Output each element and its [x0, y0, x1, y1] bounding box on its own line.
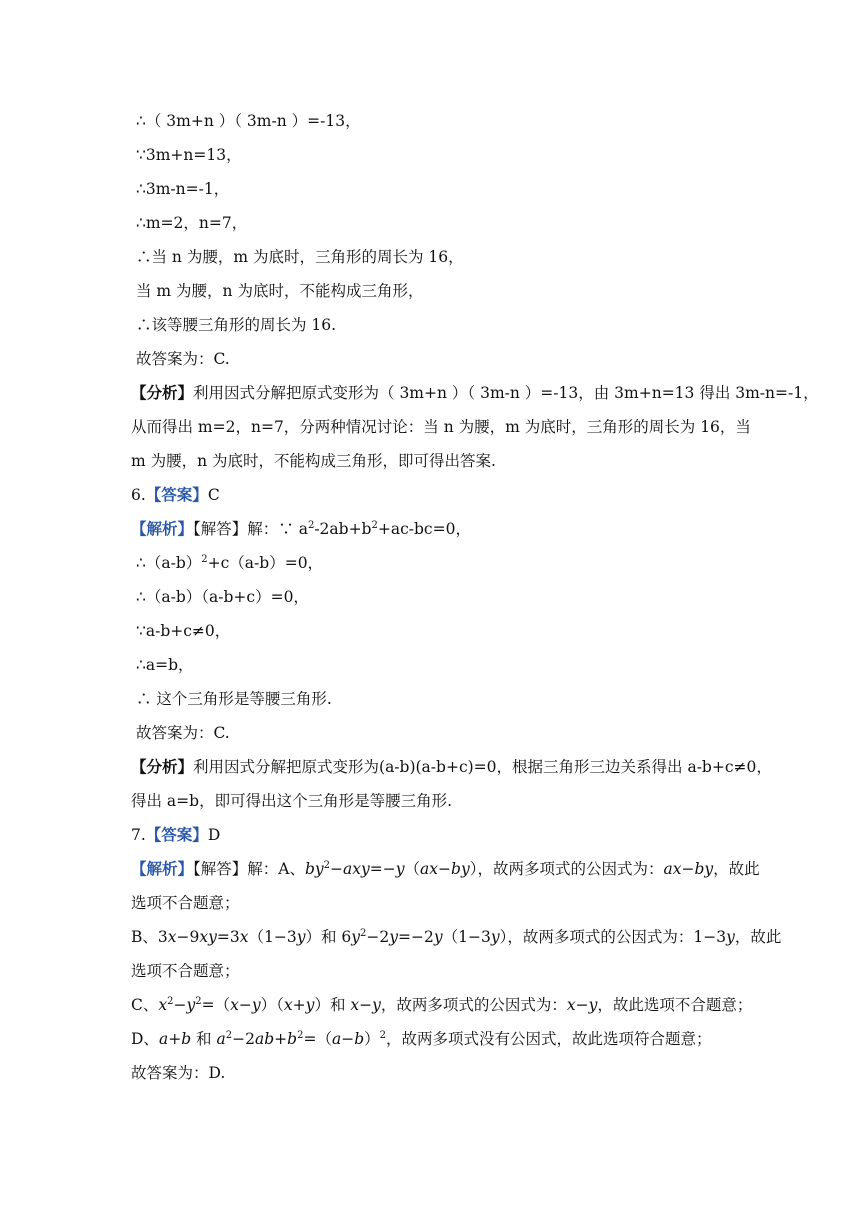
- solution-line: 选项不合题意；: [131, 962, 240, 980]
- solution-line: ∴ 这个三角形是等腰三角形.: [136, 690, 332, 708]
- solution-line: ∴m=2，n=7，: [136, 214, 248, 232]
- option-d-line: D、a+b 和 $a^2-2ab+b^2=(a-b)^2$，故两多项式没有公因式，故此选项符合题意；: [131, 1030, 712, 1048]
- solution-line: ∴该等腰三角形的周长为 16.: [136, 316, 337, 334]
- solution-line: 当 m 为腰，n 为底时，不能构成三角形，: [136, 282, 424, 300]
- option-c-line: C、$x^2-y^2=(x-y)(x+y)$和 x−y，故两多项式的公因式为：x−y，故此选项不合题意；: [131, 996, 753, 1014]
- solution-line: 选项不合题意；: [131, 894, 240, 912]
- solution-line: ∴a=b，: [136, 656, 194, 674]
- analysis-paragraph-q6: 【分析】利用因式分解把原式变形为(a-b)(a-b+c)=0，根据三角形三边关系得出 a-b+c≠0，: [131, 757, 772, 776]
- answer-line: 故答案为：D.: [131, 1064, 226, 1082]
- answer-line: 故答案为：C.: [136, 350, 230, 368]
- analysis-line: m 为腰，n 为底时，不能构成三角形，即可得出答案.: [131, 452, 496, 470]
- solution-line: ∴当 n 为腰，m 为底时，三角形的周长为 16，: [136, 248, 464, 266]
- question-6-answer-heading: 6.【答案】C: [131, 485, 220, 504]
- analysis-line: 得出 a=b，即可得出这个三角形是等腰三角形.: [131, 792, 453, 810]
- solution-line: ∵a-b+c≠0，: [136, 622, 231, 640]
- analysis-line: 从而得出 m=2，n=7，分两种情况讨论：当 n 为腰，m 为底时，三角形的周长为 16，当: [131, 418, 751, 436]
- analysis-paragraph-q5: 【分析】利用因式分解把原式变形为（ 3m+n ）（ 3m-n ）=-13，由 3m+n=13 得出 3m-n=-1，: [131, 383, 819, 402]
- question-7-answer-heading: 7.【答案】D: [131, 825, 221, 844]
- solution-line: ∴（a-b）（a-b+c）=0，: [136, 588, 309, 606]
- question-7-solution-heading: 【解析】【解答】解：A、$by^2-axy=-y(ax-by)$，故两多项式的公因式为：ax−by，故此: [131, 859, 760, 878]
- answer-line: 故答案为：C.: [136, 724, 230, 742]
- solution-line: ∵3m+n=13，: [136, 146, 242, 164]
- solution-line: ∴3m-n=-1，: [136, 180, 230, 198]
- question-6-solution-heading: 【解析】【解答】解：∵ $a^2-2ab+b^2+ac-bc=0$，: [131, 519, 471, 538]
- solution-line: $\therefore(a-b)^2+c(a-b)=0$，: [136, 554, 324, 572]
- solution-line: ∴（ 3m+n ）（ 3m-n ）=-13，: [136, 112, 361, 130]
- option-b-line: B、3x−9xy=3x（1−3y）和 $6y^2-2y=-2y(1-3y)$，故两多项式的公因式为：1−3y，故此: [131, 928, 782, 946]
